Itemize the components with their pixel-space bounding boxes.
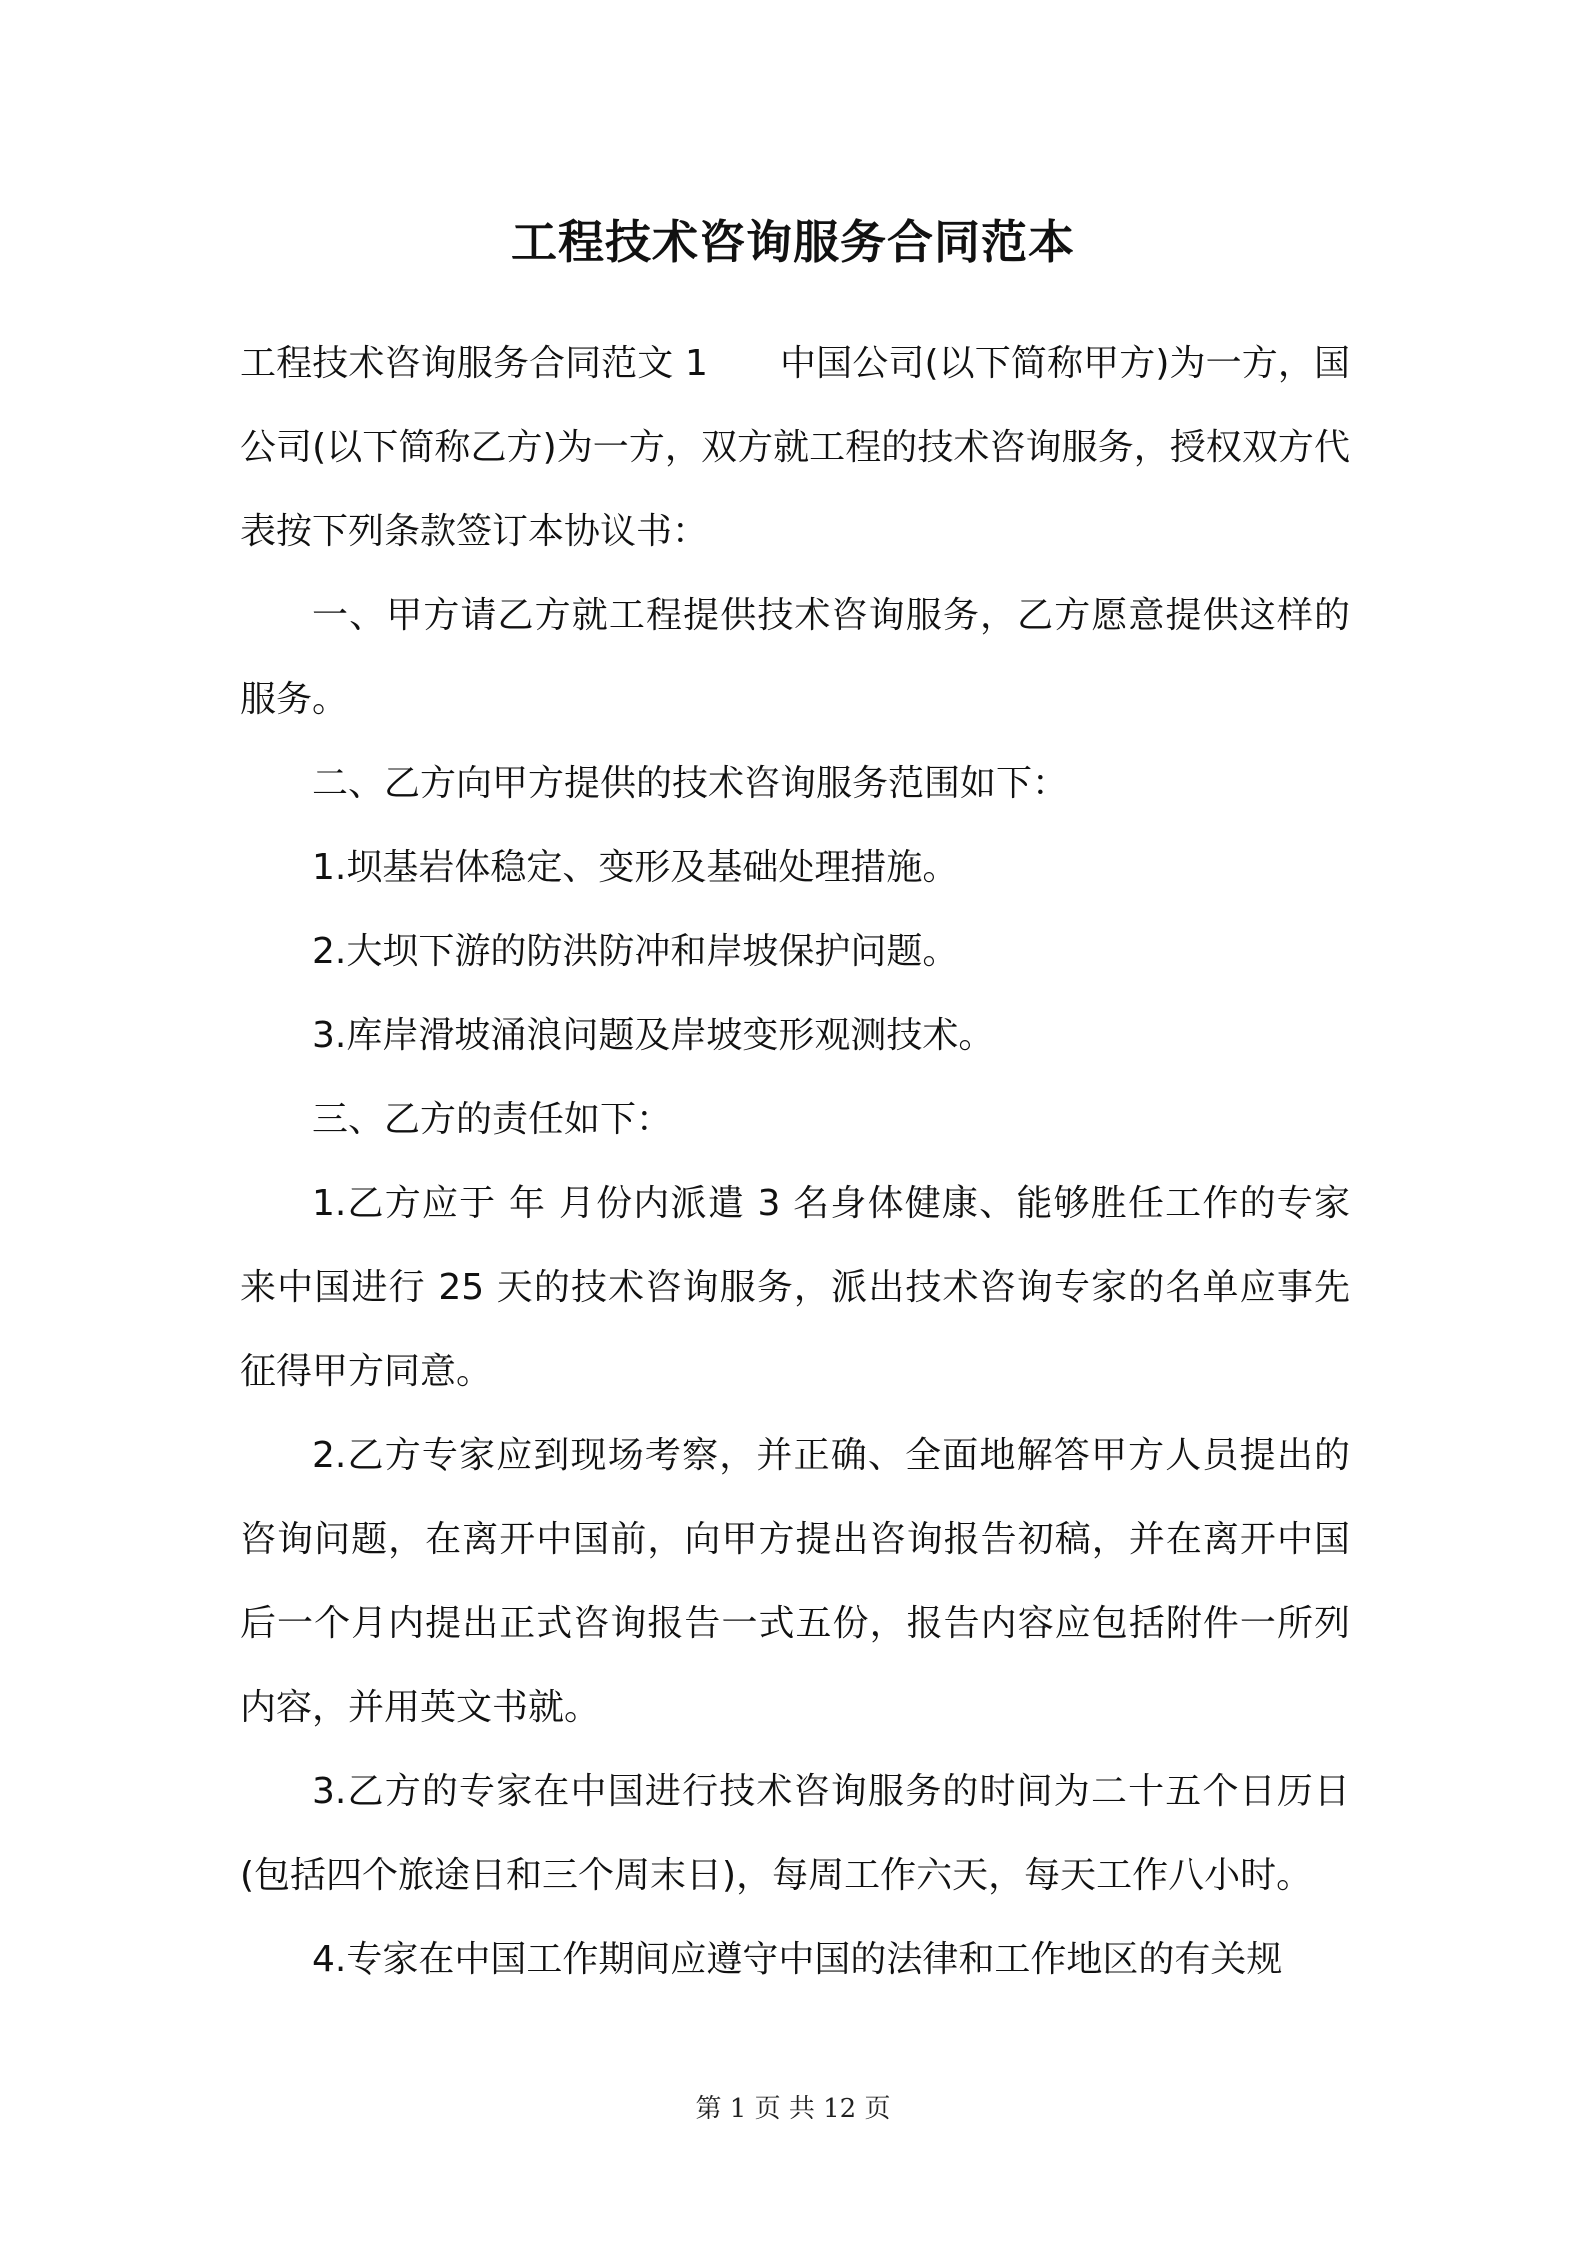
document-body xyxy=(240,322,1350,2002)
paragraph-6: 三、乙方的责任如下： xyxy=(312,1099,673,1140)
page-footer: 第 1 页 共 12 页 xyxy=(695,2094,891,2124)
paragraph-4: 2.大坝下游的防洪防冲和岸坡保护问题。 xyxy=(312,931,959,972)
paragraph-5: 3.库岸滑坡涌浪问题及岸坡变形观测技术。 xyxy=(312,1015,995,1056)
document-title: 工程技术咨询服务合同范本 xyxy=(511,215,1075,269)
paragraph-7: 1.乙方应于 年 月份内派遣 3 名身体健康、能够胜任工作的专家来中国进行 25 天的技术咨询服务，派出技术咨询专家的名单应事先征得甲方同意。 xyxy=(240,1183,1350,1392)
intro-heading: 工程技术咨询服务合同范文 1 xyxy=(240,343,708,384)
paragraph-2: 二、乙方向甲方提供的技术咨询服务范围如下： xyxy=(312,763,1069,804)
paragraph-8: 2.乙方专家应到现场考察，并正确、全面地解答甲方人员提出的咨询问题，在离开中国前，向甲方提出咨询报告初稿，并在离开中国后一个月内提出正式咨询报告一式五份，报告内容应包括附件一所列内容，并用英文书就。 xyxy=(240,1435,1350,1728)
paragraph-9: 3.乙方的专家在中国进行技术咨询服务的时间为二十五个日历日(包括四个旅途日和三个周末日)，每周工作六天，每天工作八小时。 xyxy=(240,1771,1350,1896)
paragraph-1: 一、甲方请乙方就工程提供技术咨询服务，乙方愿意提供这样的服务。 xyxy=(240,595,1350,720)
paragraph-3: 1.坝基岩体稳定、变形及基础处理措施。 xyxy=(312,847,959,888)
intro-text: 中国公司(以下简称甲方)为一方，国公司(以下简称乙方)为一方，双方就工程的技术咨询服务，授权双方代表按下列条款签订本协议书： xyxy=(240,343,1350,552)
intro-paragraph xyxy=(240,322,1350,574)
paragraph-10: 4.专家在中国工作期间应遵守中国的法律和工作地区的有关规 xyxy=(312,1939,1283,1980)
